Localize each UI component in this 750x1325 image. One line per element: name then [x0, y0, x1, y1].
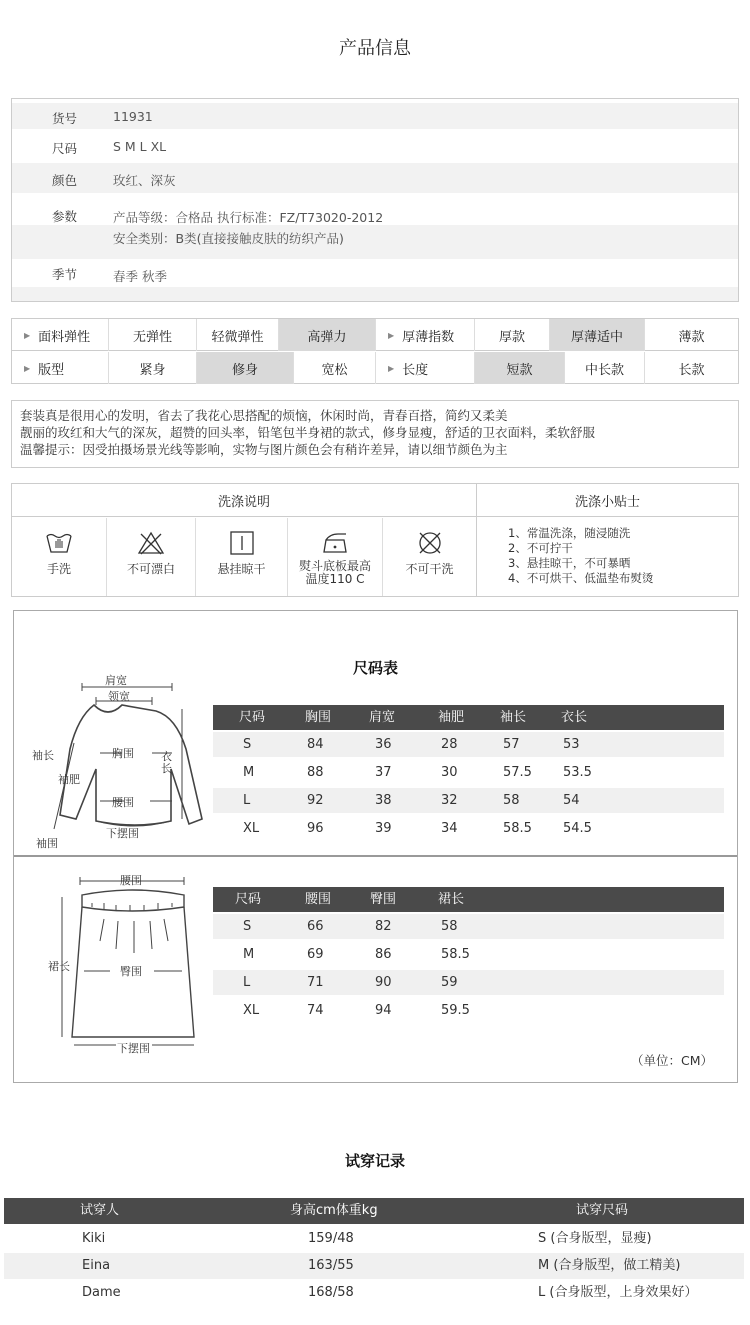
wash-label: 悬挂晾干 [217, 562, 266, 576]
table-cell: 58.5 [503, 821, 532, 836]
info-row-params-2 [12, 225, 738, 259]
table-header-cell: 尺码 [239, 710, 266, 725]
attr-option: 厚款 [475, 319, 550, 351]
size-chart-title: 尺码表 [352, 659, 398, 677]
table-header-cell: 身高cm体重kg [290, 1203, 378, 1218]
hang-dry-icon [227, 530, 257, 556]
table-row [213, 732, 724, 757]
table-cell: 28 [441, 737, 458, 752]
wash-label: 手洗 [46, 562, 71, 576]
diagram-label-shoulder: 肩宽 [105, 674, 127, 687]
attr-label [12, 319, 109, 351]
table-cell: 39 [375, 821, 392, 836]
table-row [4, 1253, 744, 1279]
wash-tips [508, 526, 653, 586]
table-cell: L (合身版型，上身效果好） [538, 1285, 698, 1300]
attr-label-text: 长度 [402, 362, 429, 378]
table-row [213, 816, 724, 841]
wash-tip: 1、常温洗涤，随浸随洗 [508, 526, 631, 540]
table-cell: 34 [441, 821, 458, 836]
table-cell: 54.5 [563, 821, 592, 836]
table-cell: S (合身版型，显瘦) [538, 1231, 652, 1246]
info-key: 尺码 [52, 141, 78, 156]
info-value: S M L XL [113, 139, 167, 154]
wash-item-no-bleach [107, 518, 196, 596]
attr-label-text: 面料弹性 [38, 329, 91, 345]
info-key: 货号 [52, 111, 78, 126]
info-row-blank [12, 287, 738, 301]
diagram-label-length: 衣长 [161, 750, 172, 775]
attr-option: 轻微弹性 [197, 319, 279, 351]
table-cell: 84 [307, 737, 324, 752]
diagram-label-sleeve-width: 袖肥 [58, 773, 80, 786]
table-header-cell: 衣长 [561, 710, 588, 725]
table-header-cell: 试穿人 [80, 1203, 120, 1218]
unit-note: （单位：CM） [630, 1053, 713, 1068]
table-cell: L [243, 793, 251, 808]
table-row [213, 998, 724, 1023]
info-key: 季节 [52, 267, 78, 282]
wash-label: 温度110 C [305, 572, 365, 586]
diagram-label-chest: 胸围 [112, 747, 134, 760]
table-cell: XL [243, 821, 260, 836]
table-header-cell: 臀围 [370, 892, 397, 907]
table-cell: 71 [307, 975, 324, 990]
diagram-label-hip: 臀围 [120, 965, 142, 978]
info-value: 春季 秋季 [113, 269, 167, 284]
table-cell: 159/48 [308, 1231, 354, 1246]
wash-item-no-dry-clean [383, 518, 476, 596]
skirt-diagram [54, 869, 214, 1054]
no-bleach-icon [136, 530, 166, 556]
table-header-cell: 袖长 [500, 710, 527, 725]
table-header-cell: 试穿尺码 [576, 1203, 629, 1218]
diagram-label-skirt-waist: 腰围 [120, 874, 142, 887]
table-cell: 59.5 [441, 1003, 470, 1018]
description-box [11, 400, 739, 468]
table-header-cell: 尺码 [235, 892, 262, 907]
attr-label-text: 版型 [38, 362, 65, 378]
table-row [213, 760, 724, 785]
table-cell: 163/55 [308, 1258, 354, 1273]
table-cell: Eina [82, 1258, 111, 1273]
table-cell: 37 [375, 765, 392, 780]
attr-option-selected: 短款 [475, 352, 565, 384]
table-cell: 69 [307, 947, 324, 962]
table-header [213, 887, 724, 912]
attribute-table [11, 318, 739, 384]
attr-row-fit [12, 352, 738, 384]
info-row-color [12, 163, 738, 193]
table-row [4, 1280, 744, 1306]
table-cell: 53.5 [563, 765, 592, 780]
size-chart [13, 610, 738, 1083]
diagram-label-hem: 下摆围 [106, 827, 139, 840]
wash-table [11, 483, 739, 597]
attr-label [12, 352, 109, 384]
attr-option-selected: 修身 [197, 352, 294, 384]
size-chart-divider [14, 855, 737, 857]
table-cell: 82 [375, 919, 392, 934]
table-cell: 168/58 [308, 1285, 354, 1300]
info-row-params [12, 197, 738, 227]
info-value: 安全类别：B类(直接接触皮肤的纺织产品) [113, 231, 344, 246]
table-header-cell: 肩宽 [369, 710, 396, 725]
attr-option: 宽松 [294, 352, 376, 384]
table-cell: 36 [375, 737, 392, 752]
triangle-icon: ▶ [24, 330, 31, 340]
table-cell: 74 [307, 1003, 324, 1018]
description-line: 靓丽的玫红和大气的深灰，超赞的回头率，铅笔包半身裙的款式，修身显瘦，舒适的卫衣面料，柔软舒服 [20, 425, 596, 440]
wash-label: 不可干洗 [405, 562, 454, 576]
table-cell: 92 [307, 793, 324, 808]
table-cell: 59 [441, 975, 458, 990]
attr-option: 无弹性 [109, 319, 197, 351]
wash-tips-header: 洗涤小贴士 [477, 484, 738, 517]
try-on-title: 试穿记录 [344, 1152, 405, 1170]
product-info-table [11, 98, 739, 302]
table-cell: 54 [563, 793, 580, 808]
table-cell: S [243, 737, 252, 752]
wash-item-iron [288, 518, 383, 596]
table-cell: 57 [503, 737, 520, 752]
attr-option-selected: 高弹力 [279, 319, 376, 351]
page-title: 产品信息 [339, 38, 411, 59]
hand-wash-icon [44, 530, 74, 556]
info-value: 11931 [113, 109, 153, 124]
table-cell: XL [243, 1003, 260, 1018]
table-header [4, 1198, 744, 1224]
attr-option: 紧身 [109, 352, 197, 384]
table-cell: 38 [375, 793, 392, 808]
table-row [213, 970, 724, 995]
info-row-size [12, 133, 738, 159]
diagram-label-sleeve-length: 袖长 [32, 749, 54, 762]
wash-label: 不可漂白 [126, 562, 175, 576]
table-cell: 66 [307, 919, 324, 934]
info-key: 颜色 [52, 173, 78, 188]
wash-label: 熨斗底板最高 [298, 559, 371, 573]
table-cell: M [243, 765, 255, 780]
info-value: 玫红、深灰 [113, 173, 176, 188]
table-cell: 58 [441, 919, 458, 934]
attr-option: 长款 [678, 362, 705, 378]
info-value: 产品等级：合格品 执行标准：FZ/T73020-2012 [113, 210, 384, 225]
table-cell: S [243, 919, 252, 934]
table-cell: 30 [441, 765, 458, 780]
table-cell: 57.5 [503, 765, 532, 780]
diagram-label-waist: 腰围 [112, 796, 134, 809]
attr-option: 薄款 [678, 329, 705, 345]
triangle-icon: ▶ [24, 363, 31, 373]
table-header-cell: 裙长 [438, 892, 465, 907]
table-cell: 94 [375, 1003, 392, 1018]
wash-item-hand-wash [12, 518, 107, 596]
table-cell: 96 [307, 821, 324, 836]
triangle-icon: ▶ [388, 330, 395, 340]
info-row-season [12, 259, 738, 285]
diagram-label-neck: 领宽 [108, 690, 130, 703]
table-cell: M [243, 947, 255, 962]
table-row [213, 788, 724, 813]
table-header-cell: 腰围 [305, 892, 332, 907]
attr-label [376, 352, 475, 384]
diagram-label-cuff: 袖围 [36, 837, 58, 850]
table-cell: 88 [307, 765, 324, 780]
no-dry-clean-icon [415, 530, 445, 556]
table-cell: 86 [375, 947, 392, 962]
attr-option-selected: 厚薄适中 [550, 319, 645, 351]
table-cell: 58.5 [441, 947, 470, 962]
triangle-icon: ▶ [388, 363, 395, 373]
table-cell: L [243, 975, 251, 990]
wash-tip: 3、悬挂晾干，不可暴晒 [508, 556, 631, 570]
attr-option: 中长款 [565, 352, 645, 384]
table-cell: 32 [441, 793, 458, 808]
attr-row-elasticity [12, 319, 738, 351]
wash-tip: 2、不可拧干 [508, 541, 573, 555]
table-cell: 58 [503, 793, 520, 808]
wash-header: 洗涤说明 [12, 484, 476, 517]
wash-item-hang-dry [196, 518, 288, 596]
iron-icon [320, 530, 350, 556]
table-cell: M (合身版型，做工精美) [538, 1258, 681, 1273]
diagram-label-skirt-hem: 下摆围 [117, 1042, 150, 1055]
description-line: 套装真是很用心的发明，省去了我花心思搭配的烦恼，休闲时尚，青春百搭，简约又柔美 [20, 408, 508, 423]
info-key: 参数 [52, 209, 78, 224]
description-line: 温馨提示：因受拍摄场景光线等影响，实物与图片颜色会有稍许差异，请以细节颜色为主 [20, 442, 508, 457]
table-cell: 90 [375, 975, 392, 990]
diagram-label-skirt-length: 裙长 [48, 960, 70, 973]
table-header-cell: 袖肥 [438, 710, 465, 725]
table-cell: Kiki [82, 1231, 106, 1246]
table-header-cell: 胸围 [305, 710, 332, 725]
wash-tip: 4、不可烘干、低温垫布熨烫 [508, 571, 654, 585]
table-cell: Dame [82, 1285, 121, 1300]
table-row [4, 1226, 744, 1252]
attr-label [376, 319, 475, 351]
table-row [213, 914, 724, 939]
table-header [213, 705, 724, 730]
table-row [213, 942, 724, 967]
wash-divider [476, 484, 477, 596]
attr-label-text: 厚薄指数 [402, 329, 455, 345]
info-row-sku [12, 103, 738, 129]
table-cell: 53 [563, 737, 580, 752]
